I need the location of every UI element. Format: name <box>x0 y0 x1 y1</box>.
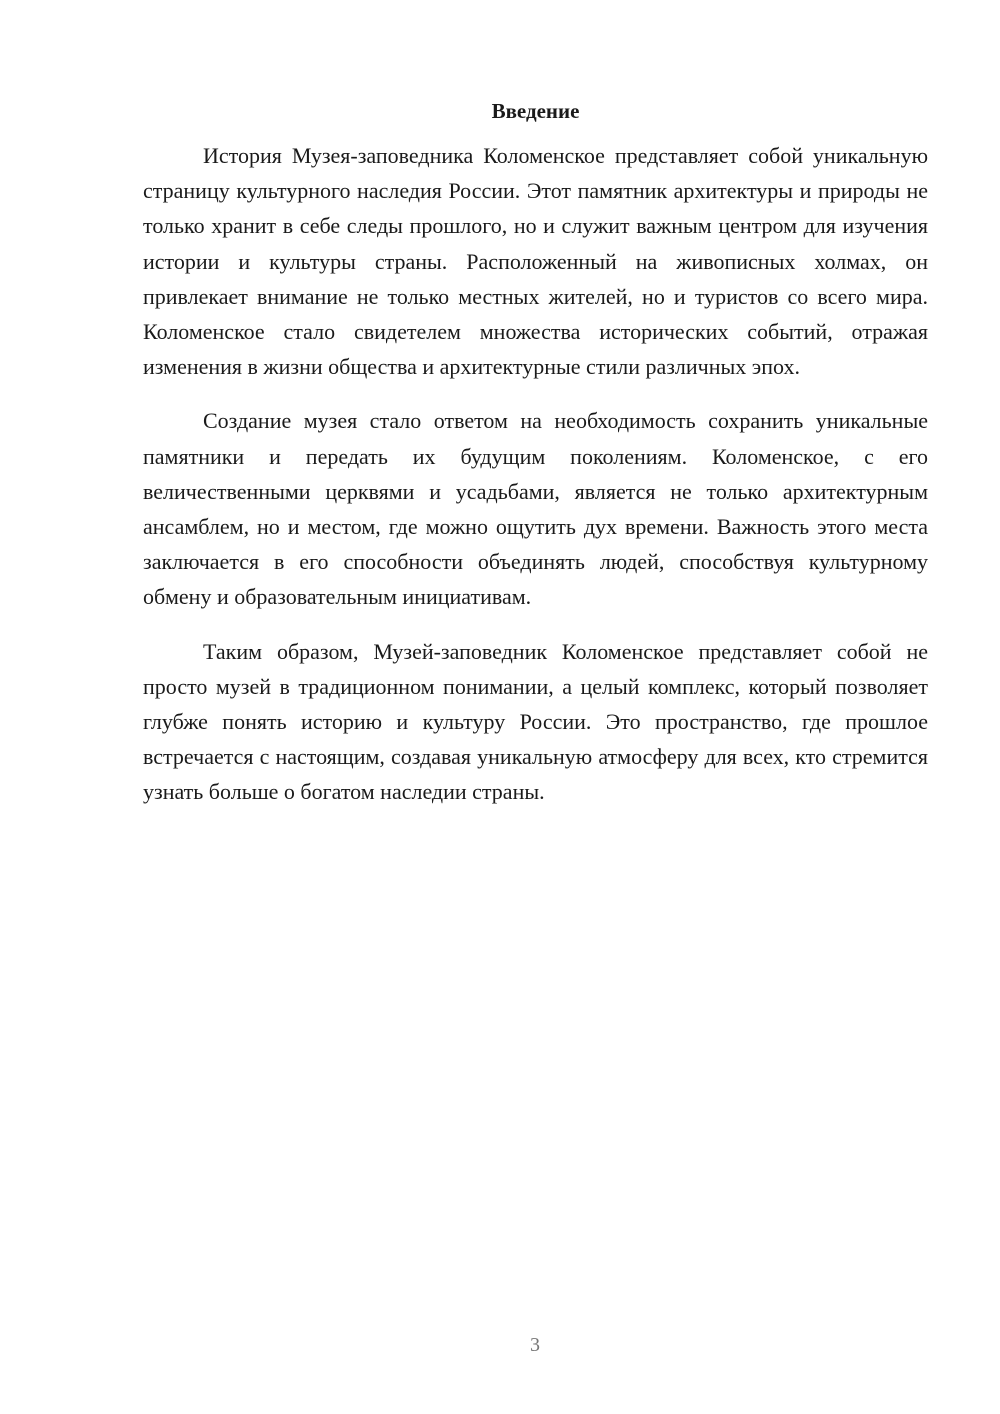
paragraph-3: Таким образом, Музей-заповедник Коломенское представляет собой не просто музей в традиционном понимании, а целый комплекс, который позволяет глубже понять историю и культуру России. Это пространство, где прошлое встречается с настоящим, создавая уникальную атмосферу для всех, кто стремится узнать больше о богатом наследии страны. <box>143 638 928 805</box>
section-heading: Введение <box>491 99 580 123</box>
page-number: 3 <box>530 1334 540 1356</box>
paragraph-1: История Музея-заповедника Коломенское представляет собой уникальную страницу культурного наследия России. Этот памятник архитектуры и природы не только хранит в себе следы прошлого, но и служит важным центром для изучения истории и культуры страны. Расположенный на живописных холмах, он привлекает внимание не только местных жителей, но и туристов со всего мира. Коломенское стало свидетелем множества исторических событий, отражая изменения в жизни общества и архитектурные стили различных эпох. <box>143 143 928 380</box>
page-content <box>143 96 928 829</box>
paragraph-2: Создание музея стало ответом на необходимость сохранить уникальные памятники и передать их будущим поколениям. Коломенское, с его величественными церквями и усадьбами, является не только архитектурным ансамблем, но и местом, где можно ощутить дух времени. Важность этого места заключается в его способности объединять людей, способствуя культурному обмену и образовательным инициативам. <box>143 408 928 610</box>
